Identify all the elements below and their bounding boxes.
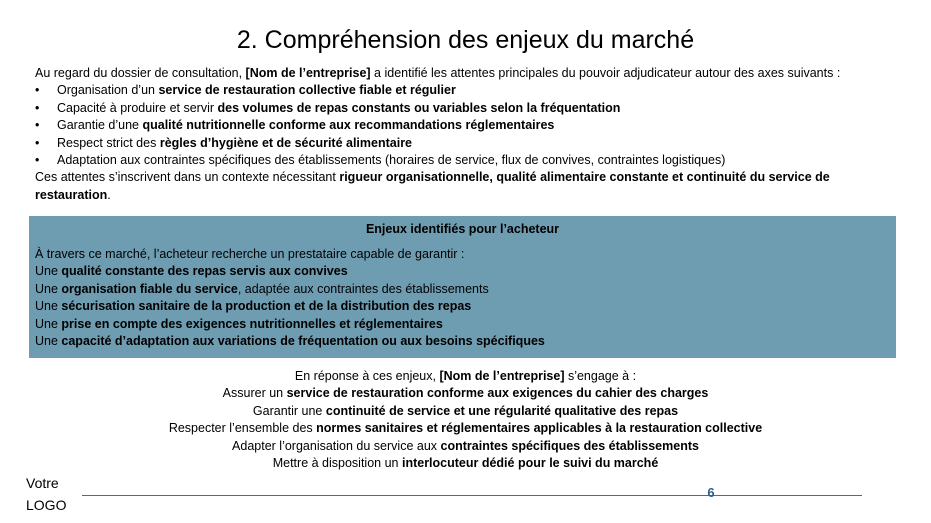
- company-placeholder: [Nom de l’entreprise]: [245, 66, 371, 80]
- commitment-line-text: Mettre à disposition un: [272, 456, 402, 471]
- box-line: [35, 298, 896, 315]
- box-heading: Enjeux identifiés pour l’acheteur: [365, 222, 560, 236]
- box-line-text: Une: [35, 299, 62, 314]
- commitment-line-bold: normes sanitaires et réglementaires applicables à la restauration collective: [316, 421, 763, 436]
- box-line: [35, 281, 896, 298]
- box-line: [35, 316, 896, 333]
- commitment-section: [0, 368, 931, 472]
- intro-section: [35, 65, 905, 204]
- commitment-line: [0, 455, 931, 472]
- logo-line-2: LOGO: [26, 497, 67, 513]
- list-item-text: Organisation d’un: [57, 83, 159, 98]
- commitment-line-text: Adapter l’organisation du service aux: [232, 438, 441, 453]
- list-item: [35, 117, 905, 134]
- commitment-line-bold: interlocuteur dédié pour le suivi du marché: [401, 456, 659, 471]
- list-item: [35, 152, 905, 169]
- commitment-line-bold: service de restauration conforme aux exigences du cahier des charges: [286, 386, 709, 401]
- list-item: [35, 82, 905, 99]
- commitment-line: [0, 385, 931, 402]
- expectations-list: [35, 82, 905, 169]
- box-line: [35, 263, 896, 280]
- commitment-line-text: Assurer un: [222, 386, 287, 401]
- list-item-text: Respect strict des: [57, 135, 160, 150]
- box-line-text-end: , adaptée aux contraintes des établissements: [237, 281, 489, 296]
- list-item: [35, 100, 905, 117]
- list-item: [35, 135, 905, 152]
- intro-lead-text: Au regard du dossier de consultation,: [35, 66, 246, 80]
- box-line-bold: sécurisation sanitaire de la production et de la distribution des repas: [61, 299, 472, 314]
- commitment-line-bold: contraintes spécifiques des établissements: [440, 438, 699, 453]
- commitment-lead-end: s’engage à :: [564, 369, 637, 383]
- intro-lead: [35, 65, 905, 82]
- commitment-line-text: Garantir une: [252, 403, 326, 418]
- page-title: 2. Compréhension des enjeux du marché: [236, 26, 695, 54]
- company-placeholder: [Nom de l’entreprise]: [439, 369, 565, 383]
- box-body: [29, 246, 896, 350]
- list-item-bold: des volumes de repas constants ou variables selon la fréquentation: [217, 100, 621, 115]
- box-line-bold: organisation fiable du service: [61, 281, 238, 296]
- box-line-text: Une: [35, 281, 62, 296]
- page-number: 6: [707, 485, 715, 500]
- box-line-text: Une: [35, 316, 62, 331]
- intro-closing-end: .: [107, 187, 111, 202]
- buyer-issues-box: [29, 216, 896, 358]
- box-line-text: Une: [35, 334, 62, 349]
- list-item-bold: qualité nutritionnelle conforme aux recommandations réglementaires: [142, 118, 555, 133]
- intro-closing-text: Ces attentes s’inscrivent dans un contexte nécessitant: [35, 170, 340, 185]
- box-lead: À travers ce marché, l’acheteur recherche un prestataire capable de garantir :: [35, 247, 465, 261]
- intro-lead-text-end: a identifié les attentes principales du pouvoir adjudicateur autour des axes suivants :: [370, 66, 841, 80]
- list-item-bold: service de restauration collective fiable et régulier: [158, 83, 456, 98]
- commitment-line: [0, 403, 931, 420]
- commitment-line: [0, 438, 931, 455]
- footer-divider: [82, 495, 862, 496]
- intro-closing: [35, 169, 905, 204]
- list-item-text: Adaptation aux contraintes spécifiques des établissements (horaires de service, flux de convives, contraintes logistiques): [57, 153, 726, 168]
- commitment-lead-text: En réponse à ces enjeux,: [294, 369, 440, 383]
- commitment-lead: [0, 368, 931, 385]
- logo-line-1: Votre: [26, 475, 59, 491]
- commitment-line: [0, 420, 931, 437]
- commitment-line-text: Respecter l’ensemble des: [168, 421, 317, 436]
- box-line: [35, 333, 896, 350]
- logo-placeholder: [26, 472, 66, 516]
- list-item-text: Capacité à produire et servir: [57, 100, 218, 115]
- intro-closing-bold: rigueur organisationnelle, qualité alimentaire constante et continuité du service de restauration: [35, 170, 830, 202]
- box-line-bold: capacité d’adaptation aux variations de fréquentation ou aux besoins spécifiques: [61, 334, 545, 349]
- box-line-text: Une: [35, 264, 62, 279]
- list-item-text: Garantie d’une: [57, 118, 143, 133]
- list-item-bold: règles d’hygiène et de sécurité alimentaire: [159, 135, 413, 150]
- box-line-bold: qualité constante des repas servis aux convives: [61, 264, 348, 279]
- box-line-bold: prise en compte des exigences nutritionnelles et réglementaires: [61, 316, 443, 331]
- commitment-line-bold: continuité de service et une régularité qualitative des repas: [325, 403, 679, 418]
